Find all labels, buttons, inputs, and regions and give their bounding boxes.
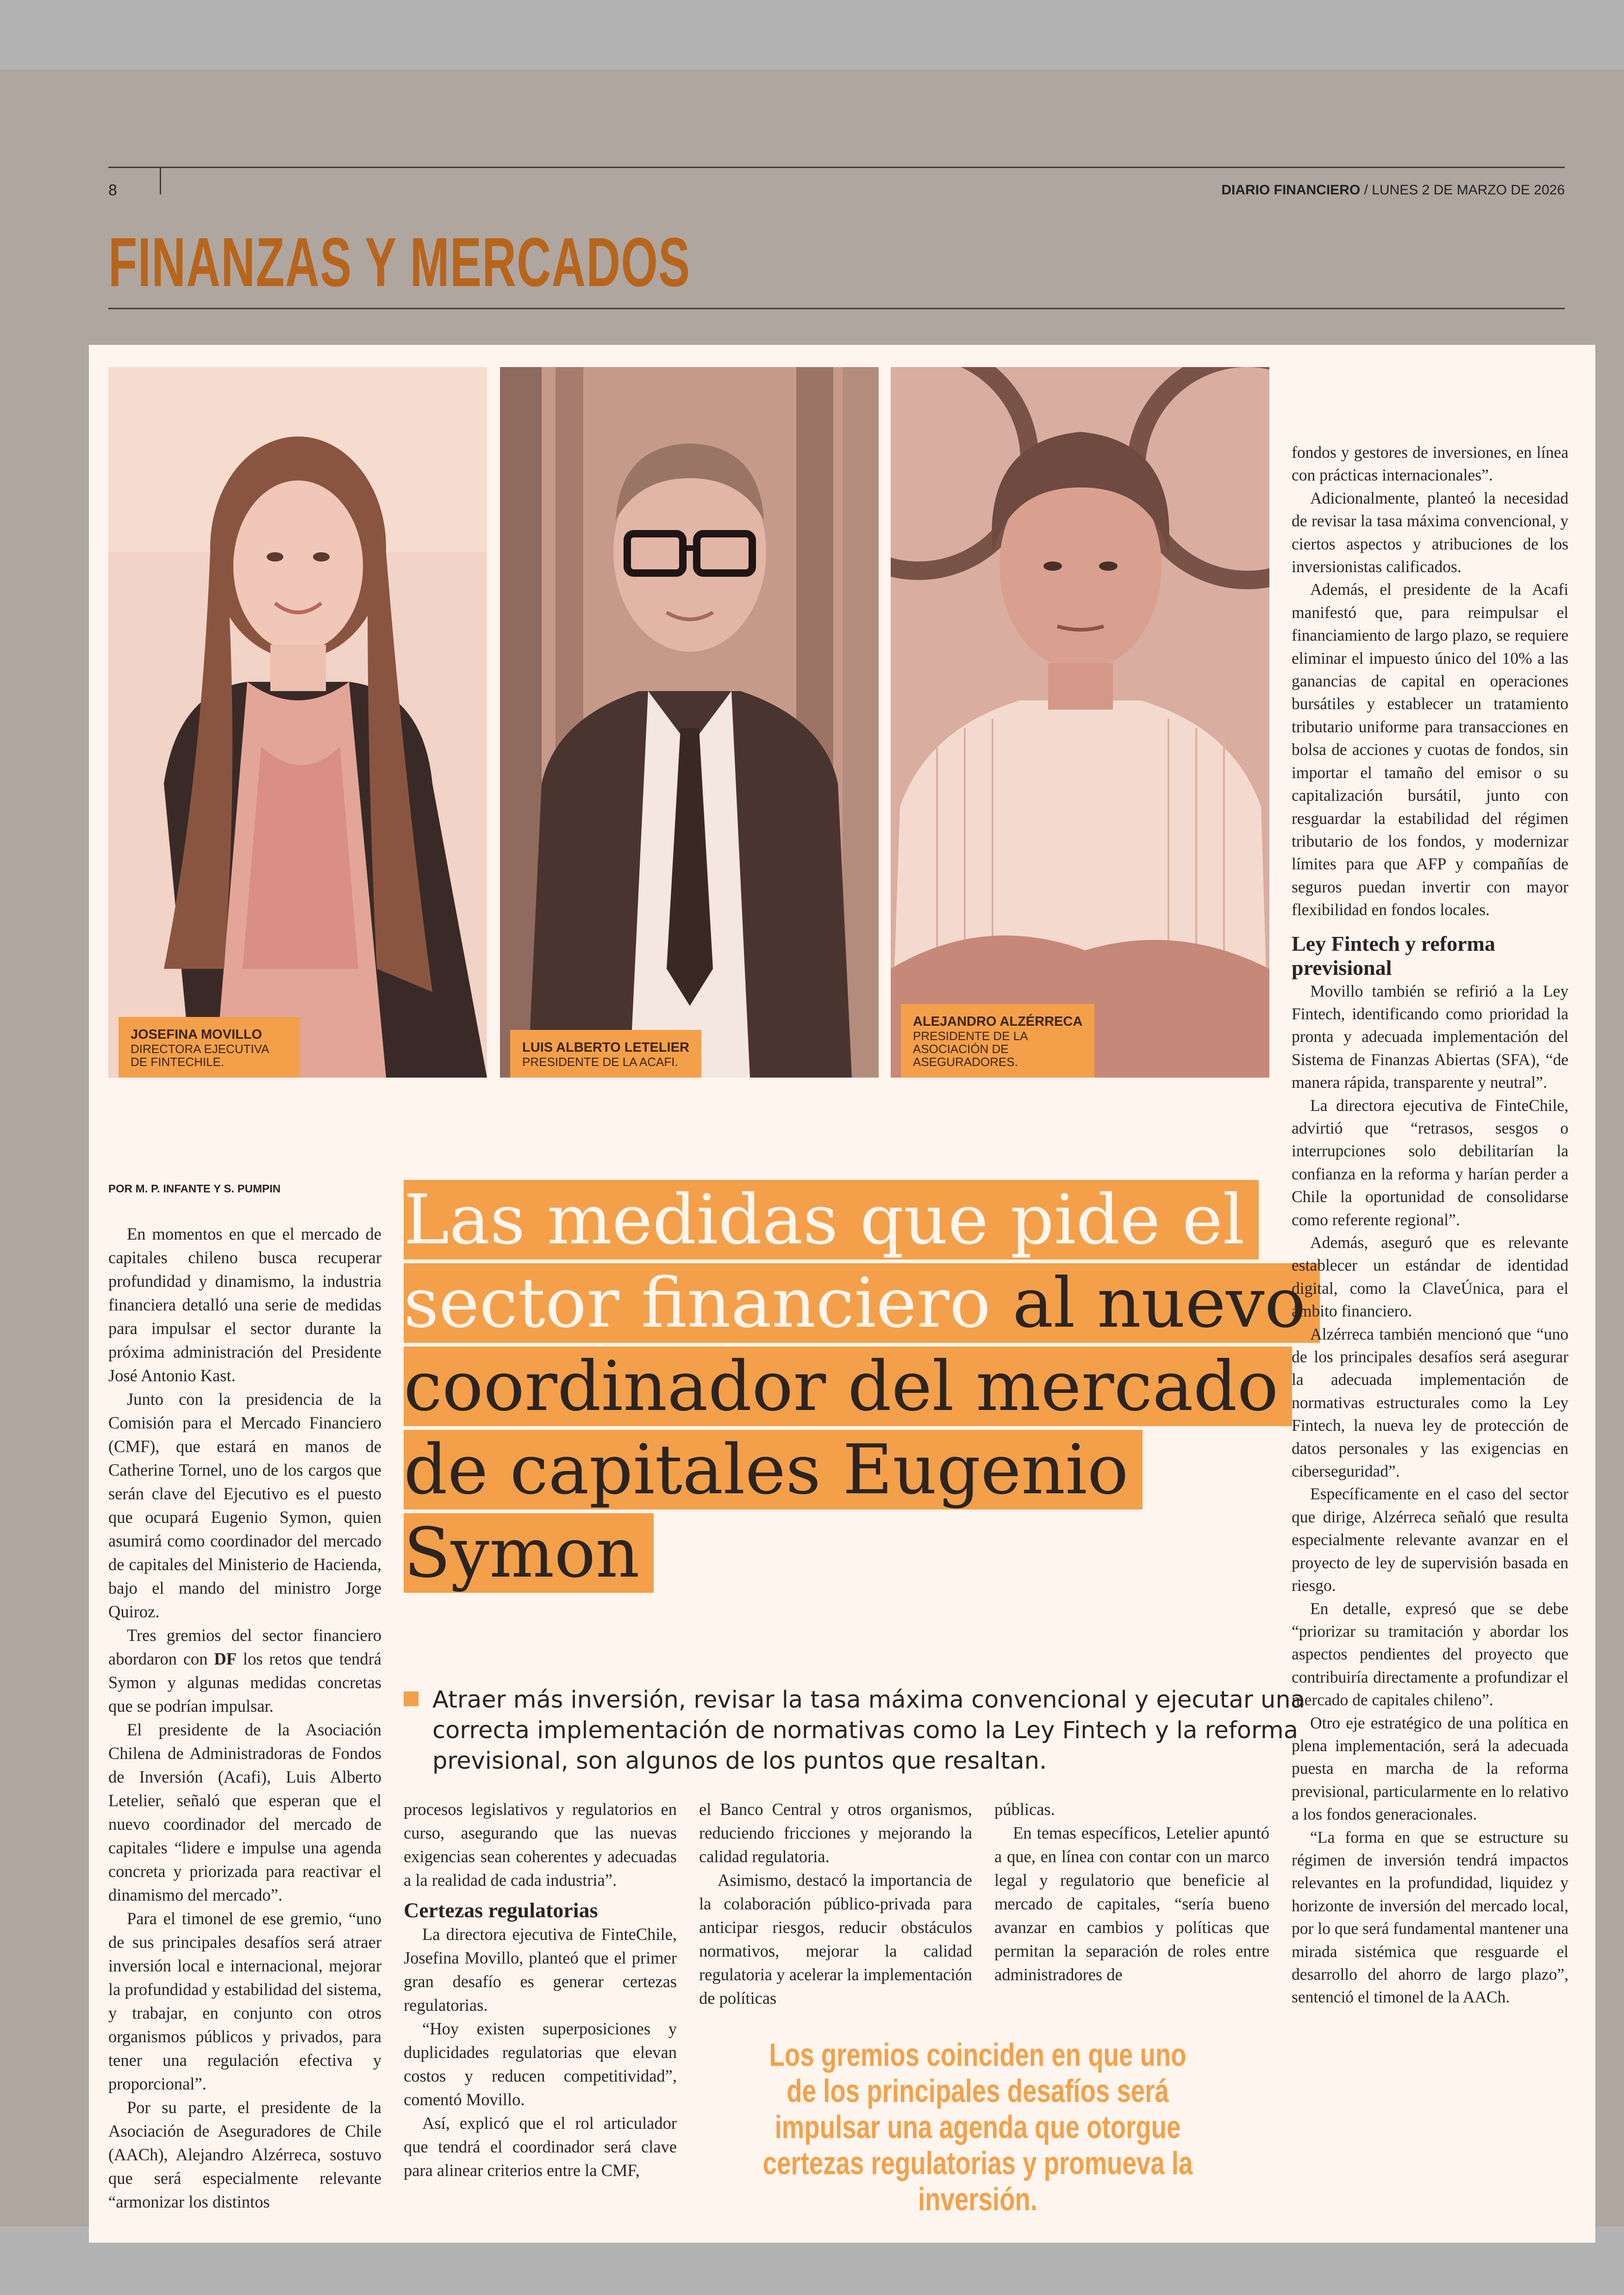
header-top-rule [108,167,1565,168]
newspaper-page [0,69,1624,2226]
paragraph: Para el timonel de ese gremio, “uno de sus principales desafíos será atraer inversión local e internacional, mejorar la profundidad y estabilidad del sistema, y trabajar, en conjunto con otros organismos públicos y privados, para tener una regulación efectiva y proporcional”. [108,1909,381,2093]
paragraph: Adicionalmente, planteó la necesidad de revisar la tasa máxima convencional, y ciertos aspectos y atribuciones de los inversionistas calificados. [1292,488,1568,576]
text-run: . [1543,1073,1547,1092]
photo-alejandro-alzerreca [891,367,1269,1078]
publication-name: DIARIO FINANCIERO [1221,182,1361,198]
text-run: Tres gremios del sector financiero abordaron con [108,1626,381,1668]
paragraph: En detalle, expresó que se debe “priorizar su tramitación y abordar los aspectos pendientes del proyecto que contribuiría directamente a profundizar el mercado de capitales chileno”. [1292,1599,1568,1709]
text-run-bold: DF [214,1649,237,1668]
paragraph: “Hoy existen superposiciones y duplicidades regulatorias que elevan costos y reducen competitividad”, comentó Movillo. [404,2019,677,2109]
paragraph: el Banco Central y otros organismos, reduciendo fricciones y mejorando la calidad regulatoria. [699,1800,972,1866]
paragraph: procesos legislativos y regulatorios en curso, asegurando que las nuevas exigencias sean coherentes y adecuadas a la realidad de cada industria”. [404,1800,677,1890]
paragraph: Alzérreca también mencionó que “uno de los principales desafíos será asegurar la adecuada implementación de normativas estructurales como la Ley Fintech, la nueva ley de protección de datos personales y las exigencias en ciberseguridad”. [1292,1324,1568,1481]
headline-part-2: al nuevo coordinador del mercado de capitales Eugenio Symon [404,1263,1306,1593]
photo-caption [901,1004,1094,1078]
caption-name: ALEJANDRO ALZÉRRECA [913,1014,1083,1029]
portrait-man-glasses-image [500,367,879,1078]
article-panel [89,345,1595,2243]
paragraph: En momentos en que el mercado de capitales chileno busca recuperar profundidad y dinamismo, la industria financiera detalló una serie de medidas para impulsar el sector durante la próxima administración del Presidente José Antonio Kast. [108,1224,381,1385]
headline [404,1178,1306,1595]
byline: POR M. P. INFANTE Y S. PUMPIN [108,1183,281,1195]
paragraph: La directora ejecutiva de FinteChile, Josefina Movillo, planteó que el primer gran desafío es generar certezas regulatorias. [404,1925,677,2014]
paragraph: “La forma en que se estructure su régimen de inversión tendrá impactos relevantes en la profundidad, liquidez y horizonte de inversión del mercado local, por lo que será fundamental mantener una mirada sistémica que resguarde el desarrollo del ahorro de largo plazo”, sentenció el timonel de la AACh. [1292,1827,1568,2007]
caption-role: PRESIDENTE DE LA ACAFI. [522,1055,678,1069]
headline-part-1: Las medidas que pide el sector financiero [404,1180,1245,1343]
caption-name: LUIS ALBERTO LETELIER [522,1040,689,1055]
portrait-woman-image [108,367,487,1078]
paragraph: públicas. [994,1800,1055,1819]
subheading: Certezas regulatorias [404,1898,598,1922]
paragraph: Además, aseguró que es relevante establecer un estándar de identidad digital, como la ClaveÚnica, para el ámbito financiero. [1292,1233,1568,1321]
paragraph: Otro eje estratégico de una política en plena implementación, será la adecuada puesta en marcha de la reforma previsional, particularmente en lo relativo a los fondos generacionales. [1292,1713,1568,1824]
paragraph: Específicamente en el caso del sector que dirige, Alzérreca señaló que resulta especialmente relevante avanzar en el proyecto de ley de supervisión basada en riesgo. [1292,1484,1568,1595]
paragraph: Asimismo, destacó la importancia de la colaboración público-privada para anticipar riesgos, reducir obstáculos normativos, mejorar la calidad regulatoria y acelerar la implementación de políticas [699,1871,972,2008]
paragraph: Así, explicó que el rol articulador que tendrá el coordinador será clave para alinear criterios entre la CMF, [404,2114,677,2180]
text-run: los retos que tendrá Symon y algunas medidas concretas que se podrían impulsar. [108,1649,381,1715]
column-2 [404,1797,677,2182]
paragraph: Junto con la presidencia de la Comisión para el Mercado Financiero (CMF), que estará en manos de Catherine Tornel, uno de los cargos que serán clave del Ejecutivo es el puesto que ocupará Eugenio Symon, quien asumirá como coordinador del mercado de capitales del Ministerio de Hacienda, bajo el mando del ministro Jorge Quiroz. [108,1390,381,1621]
headline-highlight [404,1180,1320,1593]
header-bottom-rule [108,308,1565,309]
paragraph: En temas específicos, Letelier apuntó a que, en línea con contar con un marco legal y regulatorio que beneficie al mercado de capitales, “sería bueno avanzar en cambios y políticas que permitan la separación de roles entre administradores de [994,1823,1269,1984]
page-number: 8 [108,181,117,199]
caption-name: JOSEFINA MOVILLO [131,1027,262,1042]
deck [404,1685,1311,1777]
text-run: Movillo también se refirió a la Ley Fintech, identificando como prioridad la pronta y adecuada implementación del Sistema de Finanzas Abiertas (SFA), [1292,981,1568,1069]
masthead [1221,182,1565,198]
paragraph [1292,980,1568,1094]
paragraph [108,1623,381,1718]
publication-date: / LUNES 2 DE MARZO DE 2026 [1360,182,1565,198]
section-title: FINANZAS Y MERCADOS [108,223,691,301]
caption-role: PRESIDENTE DE LA ASOCIACIÓN DE ASEGURADORES. [913,1029,1028,1069]
column-4 [994,1797,1269,1986]
photo-caption [119,1017,300,1078]
caption-role: DIRECTORA EJECUTIVA DE FINTECHILE. [131,1042,269,1069]
pull-quote: Los gremios coinciden en que uno de los principales desafíos será impulsar una agenda que otorgue certezas regulatorias y promueva la inversión. [762,2037,1193,2217]
paragraph: La directora ejecutiva de FinteChile, advirtió que “retrasos, sesgos o interrupciones solo debilitarían la confianza en la reforma y harían perder a Chile la oportunidad de consolidarse como referente regional”. [1292,1096,1568,1229]
portrait-man-curly-hair-image [891,367,1269,1078]
photo-luis-alberto-letelier [500,367,879,1078]
column-1 [108,1222,381,2214]
paragraph: Además, el presidente de la Acafi manifestó que, para reimpulsar el financiamiento de largo plazo, se requiere eliminar el impuesto único del 10% a las ganancias de capital en operaciones bursátiles y establecer un tratamiento tributario uniforme para transacciones en bolsa de acciones y cuotas de fondos, sin importar el tamaño del emisor o su capitalización bursátil, junto con resguardar la estabilidad del régimen tributario de los fondos, y modernizar límites para que AFP y compañías de seguros puedan invertir con mayor flexibilidad en fondos locales. [1292,580,1568,919]
deck-text: Atraer más inversión, revisar la tasa máxima convencional y ejecutar una correcta implementación de normativas como la Ley Fintech y la reforma previsional, son algunos de los puntos que resaltan. [432,1686,1305,1775]
paragraph: El presidente de la Asociación Chilena de Administradoras de Fondos de Inversión (Acafi), Luis Alberto Letelier, señaló que esperan que el nuevo coordinador del mercado de capitales “lidere e impulse una agenda concreta y priorizada para reactivar el dinamismo del mercado”. [108,1720,381,1904]
column-3 [699,1797,972,2010]
text-run: “de manera rápida, transparente y neutral” [1292,1050,1568,1092]
page-number-divider [160,167,161,194]
column-5 [1292,441,1568,2009]
subheading: Ley Fintech y reforma previsional [1292,931,1495,979]
paragraph: Por su parte, el presidente de la Asociación de Aseguradores de Chile (AACh), Alejandro Alzérreca, sostuvo que será especialmente relevante “armonizar los distintos [108,2098,381,2211]
bullet-square-icon [404,1691,418,1706]
photo-caption [510,1030,701,1078]
photo-josefina-movillo [108,367,487,1078]
paragraph: fondos y gestores de inversiones, en línea con prácticas internacionales”. [1292,443,1568,485]
